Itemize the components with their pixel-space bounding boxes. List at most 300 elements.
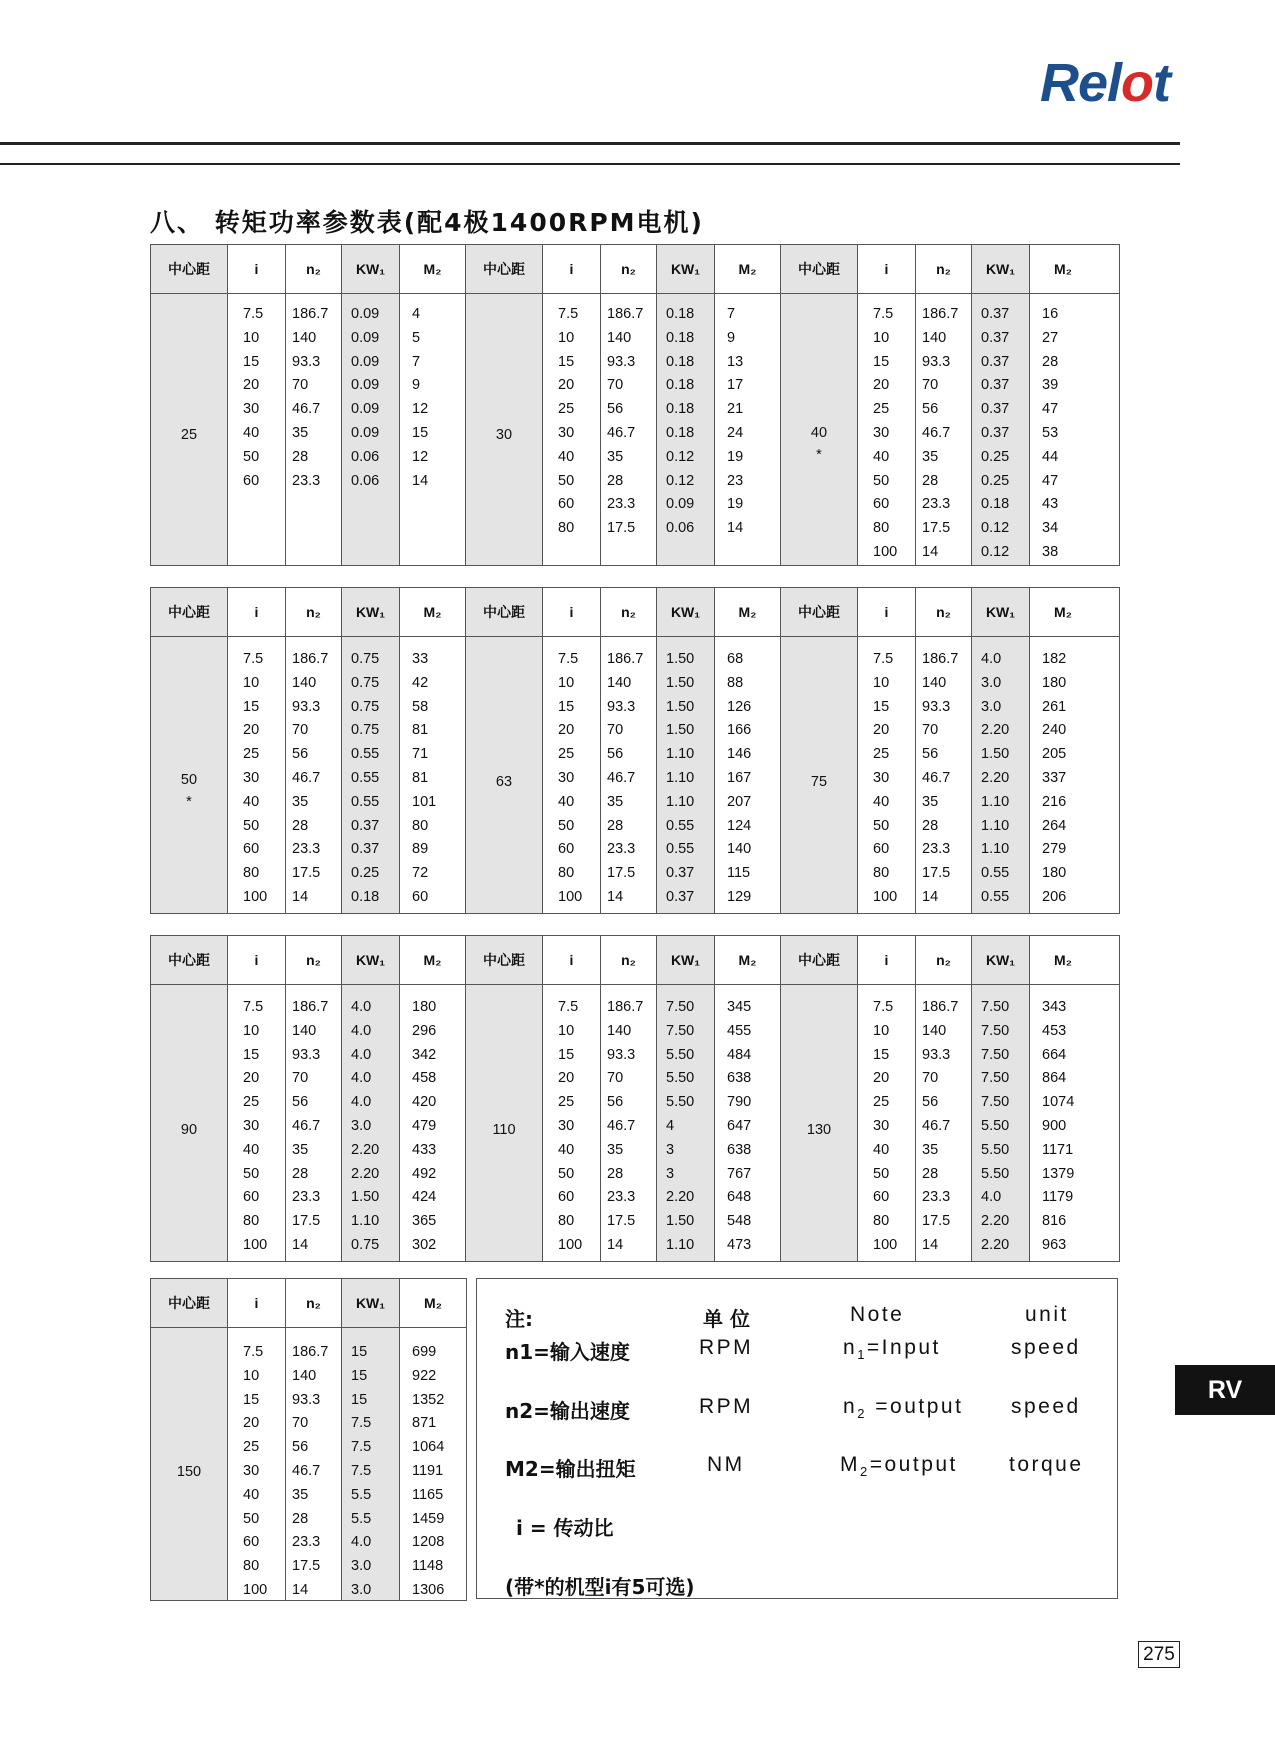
- cell-i: 20: [873, 1070, 890, 1087]
- cell-n2: 23.3: [922, 841, 951, 858]
- cell-kw1: 0.12: [981, 543, 1010, 560]
- cell-m2: 180: [1042, 865, 1067, 882]
- cell-kw1: 5.50: [981, 1117, 1010, 1134]
- header-kw1: KW₁: [670, 952, 701, 968]
- cell-i: 20: [243, 377, 260, 394]
- cell-kw1: 0.37: [981, 353, 1010, 370]
- cell-i: 30: [243, 401, 260, 418]
- cell-kw1: 2.20: [981, 1236, 1010, 1253]
- header-m2: M₂: [738, 261, 757, 277]
- header-i: i: [254, 261, 259, 277]
- cell-n2: 23.3: [922, 496, 951, 513]
- cell-i: 7.5: [243, 1344, 264, 1360]
- cell-i: 40: [558, 1141, 575, 1158]
- cell-n2: 23.3: [292, 472, 321, 489]
- header-m2: M₂: [1054, 604, 1072, 620]
- note-n1-cn: n1=输入速度: [505, 1340, 630, 1364]
- cell-kw1: 2.20: [981, 1213, 1010, 1230]
- cell-i: 80: [243, 1213, 260, 1230]
- cell-i: 50: [558, 1165, 575, 1182]
- cell-kw1: 1.50: [351, 1189, 380, 1206]
- cell-m2: 963: [1042, 1236, 1067, 1253]
- cell-m2: 88: [727, 674, 744, 691]
- cell-i: 100: [243, 1236, 268, 1253]
- cell-i: 50: [873, 817, 890, 834]
- header-divider: [151, 936, 1119, 985]
- cell-i: 15: [243, 353, 260, 370]
- header-i: i: [569, 604, 574, 620]
- cell-i: 30: [558, 1117, 575, 1134]
- header-center-distance: 中心距: [483, 952, 525, 968]
- note-n1-en: $n_1=Input$: [843, 1336, 941, 1363]
- header-n2: n₂: [936, 952, 951, 968]
- header-center-distance: 中心距: [168, 604, 210, 620]
- cell-m2: 27: [1042, 329, 1059, 346]
- header-m2: M₂: [424, 1295, 442, 1311]
- cell-n2: 56: [607, 401, 624, 418]
- cell-i: 30: [873, 1117, 890, 1134]
- header-n2: n₂: [936, 261, 951, 277]
- cell-kw1: 0.18: [666, 424, 695, 441]
- header-divider: [151, 1279, 466, 1328]
- cell-kw1: 1.50: [666, 674, 695, 691]
- cell-i: 15: [243, 1391, 260, 1408]
- cell-m2: 1459: [412, 1510, 445, 1527]
- cell-kw1: 0.09: [351, 306, 380, 322]
- cell-kw1: 0.37: [981, 306, 1010, 322]
- cell-i: 10: [558, 329, 575, 346]
- cell-i: 7.5: [873, 999, 894, 1015]
- cell-n2: 70: [922, 1070, 939, 1087]
- cell-i: 100: [558, 1236, 583, 1253]
- cell-m2: 365: [412, 1213, 437, 1230]
- cell-i: 25: [243, 1439, 260, 1456]
- cell-kw1: 0.75: [351, 1236, 380, 1253]
- cell-i: 25: [243, 746, 260, 763]
- cell-kw1: 0.37: [351, 817, 380, 834]
- cell-i: 7.5: [558, 999, 579, 1015]
- cell-kw1: 0.12: [981, 520, 1010, 537]
- cell-m2: 207: [727, 793, 752, 810]
- cell-kw1: 0.55: [666, 817, 695, 834]
- cell-m2: 206: [1042, 888, 1067, 905]
- cell-n2: 93.3: [922, 1046, 951, 1063]
- cell-n2: 14: [922, 888, 939, 905]
- cell-m2: 43: [1042, 496, 1059, 513]
- cell-n2: 35: [292, 424, 309, 441]
- cell-n2: 140: [922, 329, 947, 346]
- note-m2-en-unit: torque: [1009, 1453, 1084, 1476]
- center-distance-value: 40: [810, 425, 828, 441]
- cell-n2: 56: [607, 746, 624, 763]
- cell-n2: 35: [607, 793, 624, 810]
- cell-kw1: 0.55: [351, 793, 380, 810]
- cell-m2: 47: [1042, 401, 1059, 418]
- header-n2: n₂: [306, 1295, 321, 1311]
- cell-kw1: 4.0: [351, 1022, 372, 1039]
- cell-i: 60: [558, 1189, 575, 1206]
- cell-i: 60: [243, 841, 260, 858]
- cell-kw1: 2.20: [351, 1165, 380, 1182]
- center-distance-value: 130: [806, 1121, 832, 1138]
- cell-i: 80: [558, 520, 575, 537]
- header-n2: n₂: [306, 952, 321, 968]
- cell-n2: 186.7: [292, 651, 329, 667]
- cell-n2: 46.7: [607, 1117, 636, 1134]
- cell-n2: 70: [292, 1415, 309, 1432]
- cell-n2: 23.3: [292, 1189, 321, 1206]
- header-i: i: [884, 952, 889, 968]
- cell-i: 40: [873, 793, 890, 810]
- cell-i: 7.5: [558, 306, 579, 322]
- cell-i: 60: [558, 496, 575, 513]
- cell-i: 15: [558, 353, 575, 370]
- cell-kw1: 3.0: [351, 1581, 372, 1598]
- center-distance-value: 110: [492, 1121, 516, 1138]
- cell-i: 25: [558, 1094, 575, 1111]
- cell-i: 10: [873, 329, 890, 346]
- cell-i: 40: [873, 448, 890, 465]
- cell-m2: 33: [412, 651, 429, 667]
- cell-i: 10: [873, 674, 890, 691]
- cell-m2: 68: [727, 651, 744, 667]
- header-n2: n₂: [936, 604, 951, 620]
- cell-i: 20: [558, 1070, 575, 1087]
- cell-i: 25: [873, 746, 890, 763]
- cell-m2: 34: [1042, 520, 1059, 537]
- cell-kw1: 0.18: [666, 353, 695, 370]
- cell-i: 60: [243, 1534, 260, 1551]
- param-table-2: [150, 587, 1120, 914]
- cell-i: 25: [558, 746, 575, 763]
- cell-n2: 46.7: [292, 1462, 321, 1479]
- cell-m2: 342: [412, 1046, 437, 1063]
- cell-i: 100: [873, 543, 898, 560]
- cell-m2: 180: [1042, 674, 1067, 691]
- cell-n2: 23.3: [607, 496, 636, 513]
- cell-i: 20: [243, 1415, 260, 1432]
- cell-i: 25: [558, 401, 575, 418]
- cell-m2: 124: [727, 817, 752, 834]
- cell-m2: 15: [412, 424, 429, 441]
- cell-n2: 23.3: [292, 841, 321, 858]
- param-table-1: [150, 244, 1120, 566]
- cell-n2: 46.7: [922, 1117, 951, 1134]
- cell-i: 80: [558, 865, 575, 882]
- cell-n2: 140: [607, 1022, 632, 1039]
- header-center-distance: 中心距: [168, 952, 210, 968]
- header-center-distance: 中心距: [798, 604, 840, 620]
- cell-kw1: 3.0: [351, 1117, 372, 1134]
- header-i: i: [884, 261, 889, 277]
- cell-i: 100: [873, 888, 898, 905]
- cell-m2: 638: [727, 1070, 752, 1087]
- cell-i: 100: [558, 888, 583, 905]
- cell-m2: 146: [727, 746, 752, 763]
- cell-i: 80: [873, 1213, 890, 1230]
- header-center-distance: 中心距: [798, 952, 840, 968]
- header-n2: n₂: [306, 261, 321, 277]
- cell-n2: 56: [922, 401, 939, 418]
- cell-kw1: 4.0: [351, 1094, 372, 1111]
- cell-kw1: 1.10: [981, 817, 1010, 834]
- header-center-distance: 中心距: [798, 261, 840, 277]
- cell-n2: 70: [922, 377, 939, 394]
- cell-kw1: 1.50: [666, 1213, 695, 1230]
- cell-m2: 1171: [1042, 1141, 1074, 1158]
- header-center-distance: 中心距: [168, 261, 210, 277]
- cell-m2: 455: [727, 1022, 752, 1039]
- cell-m2: 42: [412, 674, 429, 691]
- cell-n2: 186.7: [292, 999, 329, 1015]
- center-distance-value: 75: [810, 773, 828, 790]
- cell-m2: 279: [1042, 841, 1067, 858]
- cell-n2: 93.3: [607, 698, 636, 715]
- cell-n2: 70: [292, 377, 309, 394]
- cell-kw1: 0.18: [666, 401, 695, 418]
- cell-m2: 129: [727, 888, 752, 905]
- cell-m2: 484: [727, 1046, 752, 1063]
- cell-kw1: 0.06: [666, 520, 695, 537]
- cell-n2: 17.5: [922, 865, 951, 882]
- cell-n2: 186.7: [607, 999, 644, 1015]
- cell-n2: 35: [607, 1141, 624, 1158]
- param-table-4: [150, 1278, 467, 1601]
- param-table-3: [150, 935, 1120, 1262]
- cell-i: 20: [558, 377, 575, 394]
- relot-logo: Relot: [1040, 53, 1171, 113]
- center-distance-value: 150: [176, 1463, 202, 1480]
- cell-m2: 21: [727, 401, 744, 418]
- cell-i: 40: [243, 1141, 260, 1158]
- cell-i: 50: [243, 1510, 260, 1527]
- cell-m2: 1379: [1042, 1165, 1075, 1182]
- cell-n2: 140: [922, 674, 947, 691]
- cell-m2: 14: [412, 472, 429, 489]
- cell-kw1: 0.09: [351, 424, 380, 441]
- cell-m2: 548: [727, 1213, 752, 1230]
- cell-i: 100: [243, 888, 268, 905]
- cell-n2: 140: [292, 1022, 317, 1039]
- header-m2: M₂: [738, 952, 757, 968]
- cell-i: 80: [873, 865, 890, 882]
- cell-n2: 70: [607, 377, 624, 394]
- cell-kw1: 0.37: [981, 377, 1010, 394]
- cell-n2: 186.7: [607, 651, 644, 667]
- cell-kw1: 7.50: [981, 999, 1010, 1015]
- cell-m2: 261: [1042, 698, 1067, 715]
- cell-kw1: 4.0: [351, 1070, 372, 1087]
- cell-i: 40: [558, 793, 575, 810]
- cell-n2: 17.5: [922, 1213, 951, 1230]
- cell-m2: 126: [727, 698, 752, 715]
- note-n1-en-unit: speed: [1011, 1336, 1081, 1359]
- cell-kw1: 15: [351, 1344, 368, 1360]
- cell-i: 10: [243, 1367, 260, 1384]
- cell-m2: 479: [412, 1117, 437, 1134]
- note-n2-unit: RPM: [699, 1395, 754, 1418]
- cell-n2: 28: [922, 472, 939, 489]
- cell-kw1: 0.25: [981, 472, 1010, 489]
- cell-n2: 35: [607, 448, 624, 465]
- cell-i: 30: [558, 424, 575, 441]
- cell-kw1: 0.37: [351, 841, 380, 858]
- cell-m2: 345: [727, 999, 752, 1015]
- notes-heading-cn: 注:: [505, 1307, 533, 1331]
- cell-n2: 28: [607, 1165, 624, 1182]
- cell-m2: 1191: [412, 1462, 444, 1479]
- cell-n2: 28: [292, 1510, 309, 1527]
- cell-m2: 638: [727, 1141, 752, 1158]
- header-m2: M₂: [1054, 261, 1072, 277]
- cell-m2: 1064: [412, 1439, 445, 1456]
- cell-kw1: 3: [666, 1165, 675, 1182]
- cell-n2: 56: [292, 1439, 309, 1456]
- cell-m2: 81: [412, 769, 429, 786]
- cell-m2: 47: [1042, 472, 1059, 489]
- notes-heading-en: Note: [850, 1303, 905, 1326]
- cell-kw1: 0.18: [351, 888, 380, 905]
- cell-i: 20: [873, 722, 890, 739]
- cell-m2: 60: [412, 888, 429, 905]
- cell-kw1: 5.50: [981, 1165, 1010, 1182]
- cell-kw1: 5.50: [981, 1141, 1010, 1158]
- center-distance-value: 90: [180, 1121, 198, 1138]
- cell-m2: 140: [727, 841, 752, 858]
- cell-n2: 140: [292, 674, 317, 691]
- cell-kw1: 0.12: [666, 448, 695, 465]
- cell-m2: 296: [412, 1022, 437, 1039]
- cell-m2: 44: [1042, 448, 1059, 465]
- cell-n2: 28: [922, 1165, 939, 1182]
- header-divider: [151, 588, 1119, 637]
- header-i: i: [569, 952, 574, 968]
- header-m2: M₂: [423, 604, 442, 620]
- header-kw1: KW₁: [355, 952, 386, 968]
- cell-kw1: 2.20: [351, 1141, 380, 1158]
- cell-n2: 140: [607, 674, 632, 691]
- cell-i: 50: [558, 472, 575, 489]
- cell-i: 10: [243, 329, 260, 346]
- cell-i: 10: [558, 674, 575, 691]
- cell-n2: 56: [607, 1094, 624, 1111]
- cell-n2: 35: [292, 1141, 309, 1158]
- cell-i: 15: [558, 1046, 575, 1063]
- cell-m2: 80: [412, 817, 429, 834]
- cell-kw1: 2.20: [666, 1189, 695, 1206]
- cell-n2: 46.7: [922, 769, 951, 786]
- cell-i: 60: [873, 496, 890, 513]
- cell-n2: 23.3: [607, 841, 636, 858]
- cell-kw1: 7.50: [981, 1094, 1010, 1111]
- cell-i: 15: [243, 698, 260, 715]
- cell-kw1: 0.18: [981, 496, 1010, 513]
- cell-m2: 420: [412, 1094, 437, 1111]
- cell-i: 40: [243, 793, 260, 810]
- cell-n2: 46.7: [292, 401, 321, 418]
- cell-i: 60: [243, 1189, 260, 1206]
- cell-kw1: 0.25: [981, 448, 1010, 465]
- cell-i: 30: [873, 424, 890, 441]
- header-center-distance: 中心距: [483, 604, 525, 620]
- cell-m2: 922: [412, 1367, 437, 1384]
- cell-m2: 19: [727, 448, 744, 465]
- cell-m2: 17: [727, 377, 744, 394]
- cell-m2: 647: [727, 1117, 752, 1134]
- cell-m2: 39: [1042, 377, 1059, 394]
- cell-m2: 71: [412, 746, 429, 763]
- cell-m2: 81: [412, 722, 429, 739]
- cell-i: 10: [558, 1022, 575, 1039]
- star-mark: *: [186, 793, 192, 810]
- cell-i: 30: [558, 769, 575, 786]
- cell-i: 60: [873, 1189, 890, 1206]
- header-i: i: [254, 1295, 259, 1311]
- cell-m2: 1148: [412, 1558, 444, 1575]
- header-i: i: [884, 604, 889, 620]
- cell-m2: 180: [412, 999, 437, 1015]
- cell-kw1: 0.09: [666, 496, 695, 513]
- cell-kw1: 1.50: [666, 651, 695, 667]
- header-rule-top: [0, 142, 1180, 145]
- cell-m2: 337: [1042, 769, 1067, 786]
- cell-i: 30: [243, 1117, 260, 1134]
- header-kw1: KW₁: [355, 1295, 386, 1311]
- cell-m2: 28: [1042, 353, 1059, 370]
- cell-n2: 35: [292, 1486, 309, 1503]
- cell-i: 50: [243, 1165, 260, 1182]
- cell-kw1: 0.12: [666, 472, 695, 489]
- cell-kw1: 0.09: [351, 377, 380, 394]
- cell-n2: 17.5: [607, 1213, 636, 1230]
- cell-n2: 28: [292, 817, 309, 834]
- header-kw1: KW₁: [985, 604, 1016, 620]
- cell-i: 15: [873, 1046, 890, 1063]
- header-center-distance: 中心距: [168, 1295, 210, 1311]
- cell-i: 80: [243, 1558, 260, 1575]
- cell-m2: 433: [412, 1141, 437, 1158]
- cell-kw1: 0.09: [351, 401, 380, 418]
- cell-i: 50: [243, 448, 260, 465]
- cell-m2: 167: [727, 769, 752, 786]
- cell-i: 50: [243, 817, 260, 834]
- cell-n2: 14: [292, 1581, 309, 1598]
- cell-n2: 186.7: [922, 651, 959, 667]
- page-number: 275: [1138, 1641, 1180, 1668]
- cell-n2: 17.5: [292, 1558, 321, 1575]
- cell-n2: 56: [922, 1094, 939, 1111]
- cell-n2: 70: [292, 1070, 309, 1087]
- cell-m2: 1208: [412, 1534, 445, 1551]
- cell-kw1: 3: [666, 1141, 675, 1158]
- cell-n2: 17.5: [607, 520, 636, 537]
- cell-kw1: 15: [351, 1391, 368, 1408]
- cell-n2: 23.3: [922, 1189, 951, 1206]
- cell-m2: 343: [1042, 999, 1067, 1015]
- header-m2: M₂: [423, 261, 442, 277]
- cell-m2: 871: [412, 1415, 437, 1432]
- cell-i: 80: [873, 520, 890, 537]
- cell-i: 100: [873, 1236, 898, 1253]
- cell-i: 40: [873, 1141, 890, 1158]
- cell-i: 20: [873, 377, 890, 394]
- cell-i: 25: [873, 401, 890, 418]
- header-i: i: [254, 604, 259, 620]
- cell-kw1: 0.18: [666, 377, 695, 394]
- header-m2: M₂: [738, 604, 757, 620]
- cell-m2: 12: [412, 401, 429, 418]
- header-kw1: KW₁: [355, 261, 386, 277]
